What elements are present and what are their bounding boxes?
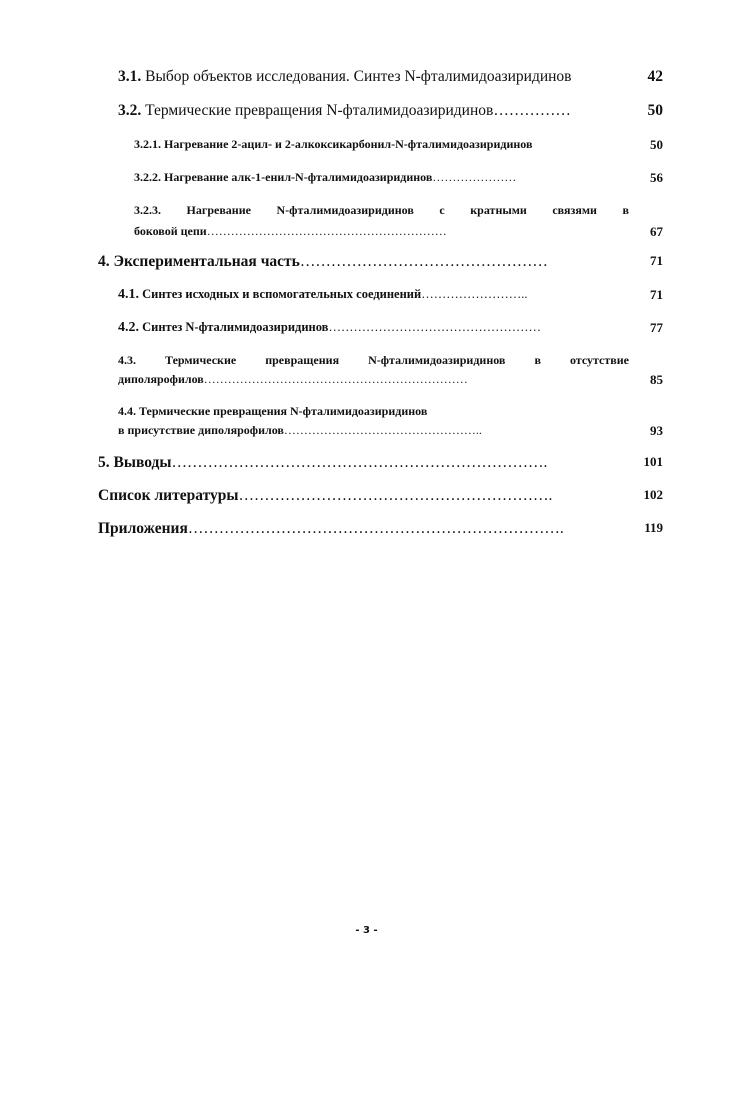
toc-entry-references[interactable] bbox=[98, 487, 663, 505]
toc-entry-title: Выбор объектов исследования. Синтез N-фталимидоазиридинов bbox=[145, 68, 572, 85]
toc-entry-4-4[interactable] bbox=[118, 404, 663, 438]
toc-entry-number: 4.2. bbox=[118, 320, 139, 335]
toc-entry-page: 101 bbox=[643, 454, 663, 469]
toc-entry-page: 56 bbox=[650, 170, 663, 185]
toc-entry-word: кратными bbox=[470, 203, 527, 217]
toc-entry-dots: ………………………………………….. bbox=[283, 423, 482, 437]
toc-entry-dots: …………………………………………… bbox=[328, 320, 541, 334]
toc-entry-number: 3.2.1. bbox=[134, 137, 161, 151]
toc-entry-title: Нагревание алк-1-енил-N-фталимидоазиридинов bbox=[164, 170, 433, 184]
toc-entry-title-line2: боковой цепи bbox=[134, 224, 207, 238]
toc-entry-3-2-2[interactable] bbox=[134, 170, 663, 185]
toc-entry-dots: …………… bbox=[493, 102, 571, 119]
toc-entry-number: 5. bbox=[98, 454, 110, 471]
toc-entry-page: 77 bbox=[650, 320, 663, 335]
toc-entry-dots: …………………….. bbox=[421, 287, 528, 301]
toc-entry-number: 3.1. bbox=[118, 68, 142, 85]
toc-entry-3-1[interactable] bbox=[118, 68, 663, 86]
toc-entry-word: в bbox=[622, 203, 629, 217]
toc-entry-word: в bbox=[534, 353, 541, 367]
toc-entry-word: с bbox=[439, 203, 445, 217]
toc-entry-3-2[interactable] bbox=[118, 102, 663, 120]
toc-entry-dots: ………………………………………… bbox=[299, 253, 548, 270]
toc-entry-title-line1 bbox=[118, 353, 629, 368]
toc-entry-3-2-1[interactable] bbox=[134, 137, 663, 152]
toc-entry-5[interactable] bbox=[98, 454, 663, 472]
toc-entry-word: N-фталимидоазиридинов bbox=[368, 353, 506, 367]
toc-entry-word: превращения bbox=[265, 353, 340, 367]
toc-entry-title: Термические превращения N-фталимидоазиридинов bbox=[145, 102, 494, 119]
toc-entry-4[interactable] bbox=[98, 253, 663, 271]
toc-entry-title: Выводы bbox=[113, 454, 172, 471]
toc-entry-dots: ………………………………………………………… bbox=[203, 372, 468, 386]
toc-entry-title: Экспериментальная часть bbox=[113, 253, 300, 270]
toc-entry-dots: ……………………………………………………. bbox=[238, 487, 553, 504]
page-number: - 3 - bbox=[355, 925, 378, 936]
toc-entry-number: 3.2. bbox=[118, 102, 142, 119]
toc-entry-dots: …………………………………………………… bbox=[206, 224, 447, 238]
toc-entry-page: 102 bbox=[643, 487, 663, 502]
toc-entry-3-2-3[interactable] bbox=[134, 203, 663, 239]
toc-entry-word: N-фталимидоазиридинов bbox=[276, 203, 414, 217]
toc-entry-dots: ………………………………………………………………. bbox=[171, 454, 548, 471]
toc-entry-word: Термические bbox=[165, 353, 237, 367]
toc-entry-title: Список литературы bbox=[98, 487, 239, 504]
toc-entry-number: 3.2.2. bbox=[134, 170, 161, 184]
toc-entry-title-line1 bbox=[134, 203, 629, 218]
toc-entry-page: 71 bbox=[650, 253, 663, 268]
toc-entry-page: 50 bbox=[650, 137, 663, 152]
toc-entry-page: 85 bbox=[650, 372, 663, 387]
toc-entry-page: 93 bbox=[650, 423, 663, 438]
toc-entry-4-2[interactable] bbox=[118, 320, 663, 336]
toc-entry-word: отсутствие bbox=[569, 353, 629, 367]
toc-entry-word: Нагревание bbox=[186, 203, 251, 217]
toc-entry-title: Приложения bbox=[98, 520, 188, 537]
toc-entry-dots: ………………………………………………………………. bbox=[187, 520, 564, 537]
toc-entry-word: 4.3. bbox=[118, 353, 136, 367]
toc-entry-appendices[interactable] bbox=[98, 520, 663, 538]
toc-entry-dots: ………………… bbox=[432, 170, 517, 184]
toc-entry-title: Синтез N-фталимидоазиридинов bbox=[142, 320, 329, 334]
toc-entry-4-1[interactable] bbox=[118, 287, 663, 303]
toc-entry-number: 4.1. bbox=[118, 287, 139, 302]
toc-entry-page: 119 bbox=[644, 520, 663, 535]
toc-entry-page: 67 bbox=[650, 224, 663, 239]
toc-entry-page: 50 bbox=[647, 102, 663, 119]
toc-entry-page: 42 bbox=[647, 68, 663, 85]
toc-entry-number: 3.2.3. bbox=[134, 203, 161, 217]
toc-entry-title-line1: 4.4. Термические превращения N-фталимидоазиридинов bbox=[118, 404, 428, 418]
toc-entry-page: 71 bbox=[650, 287, 663, 302]
toc-entry-4-3[interactable] bbox=[118, 353, 663, 387]
toc-entry-title-line2: диполярофилов bbox=[118, 372, 204, 386]
toc-entry-title-line2: в присутствие диполярофилов bbox=[118, 423, 284, 437]
toc-entry-number: 4. bbox=[98, 253, 110, 270]
toc-entry-word: связями bbox=[552, 203, 597, 217]
toc-entry-title: Синтез исходных и вспомогательных соединений bbox=[142, 287, 422, 301]
toc-entry-title: Нагревание 2-ацил- и 2-алкоксикарбонил-N-фталимидоазиридинов bbox=[164, 137, 533, 151]
